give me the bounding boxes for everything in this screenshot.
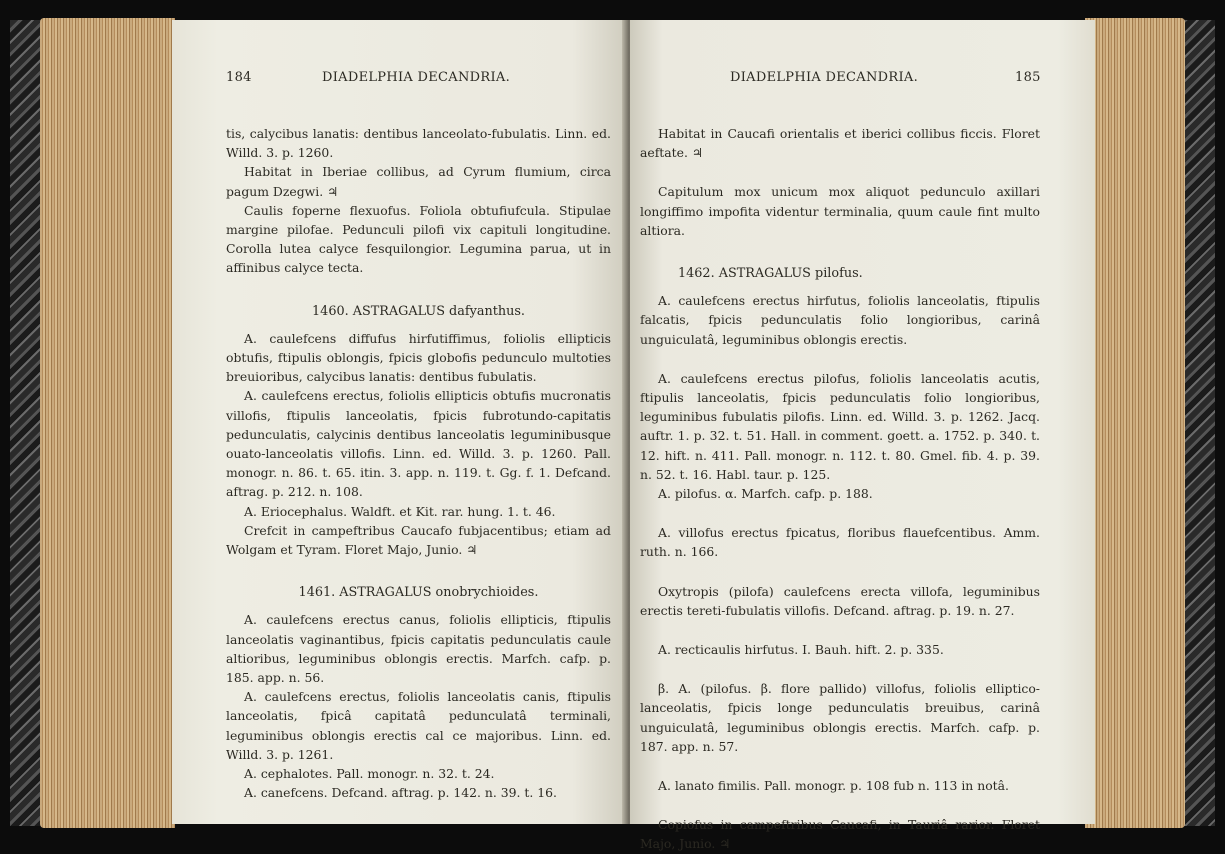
paragraph: A. caulefcens erectus canus, foliolis ellipticis, ftipulis lanceolatis vaginantibus, fpicis capitatis pedunculatis caule altioribus, leguminibus oblongis erectis. Marfch. cafp. p. 185. app. n. 56.	[226, 612, 611, 686]
right-page-number: 185	[1015, 70, 1041, 85]
paragraph: A. caulefcens diffufus hirfutiffimus, foliolis ellipticis obtufis, ftipulis oblongis, fpicis globofis pedunculo multoties breuioribus, calycibus lanatis: dentibus fubulatis.	[226, 330, 611, 385]
paragraph: A. caulefcens erectus pilofus, foliolis lanceolatis acutis, ftipulis lanceolatis, fpicis pedunculatis folio longioribus, leguminibus fubulatis pilofis. Linn. ed. Willd. 3. p. 1262. Jacq. auftr. 1. p. 32. t. 51. Hall. in comment. goett. a. 1752. p. 340. t. 12. hift. n. 411. Pall. monogr. n. 112. t. 80. Gmel. fib. 4. p. 39. n. 52. t. 16. Habl. taur. p. 125.	[640, 370, 1040, 482]
description-paragraph: Caulis foperne flexuofus. Foliola obtufiufcula. Stipulae margine pilofae. Pedunculi pilofi vix capituli longitudine. Corolla lutea calyce fesquilongior. Legumina parua, ut in affinibus calyce tecta.	[226, 202, 611, 276]
description-paragraph: Capitulum mox unicum mox aliquot pedunculo axillari longiffimo impofita videntur terminalia, quum caule fint multo altiora.	[640, 184, 1040, 238]
left-page	[172, 20, 627, 824]
left-page-text	[226, 124, 611, 803]
left-running-head: DIADELPHIA DECANDRIA.	[322, 70, 511, 85]
left-page-number: 184	[226, 70, 252, 85]
species-heading: 1461. ASTRAGALUS onobrychioides.	[298, 585, 539, 601]
paragraph: A. lanato fimilis. Pall. monogr. p. 108 fub n. 113 in notâ.	[658, 778, 1009, 794]
paragraph: tis, calycibus lanatis: dentibus lanceolato-fubulatis. Linn. ed. Willd. 3. p. 1260.	[226, 126, 611, 161]
paragraph: A. Eriocephalus. Waldft. et Kit. rar. hung. 1. t. 46.	[244, 503, 556, 519]
paragraph: A. caulefcens erectus, foliolis lanceolatis canis, ftipulis lanceolatis, fpicâ capitatâ pedunculatâ terminali, leguminibus oblongis erectis cal ce majoribus. Linn. ed. Willd. 3. p. 1261.	[226, 689, 611, 762]
paragraph: Oxytropis (pilofa) caulefcens erecta villofa, leguminibus erectis tereti-fubulatis villofis. Defcand. aftrag. p. 19. n. 27.	[640, 583, 1040, 618]
paragraph: A. villofus erectus fpicatus, floribus flauefcentibus. Amm. ruth. n. 166.	[640, 525, 1040, 560]
paragraph: A. pilofus. α. Marfch. cafp. p. 188.	[658, 486, 873, 502]
paragraph: β. A. (pilofus. β. flore pallido) villofus, foliolis elliptico-lanceolatis, fpicis longe pedunculatis breuibus, carinâ unguiculatâ, leguminibus oblongis erectis. Marfch. cafp. p. 187. app. n. 57.	[640, 681, 1040, 754]
right-page	[630, 20, 1095, 852]
habitat-paragraph: Habitat in Caucafi orientalis et iberici collibus ficcis. Floret aeftate. ♃	[640, 126, 1040, 161]
habitat-paragraph: Copiofus in campeftribus Caucafi, in Tauriâ rarior. Floret Majo, Junio. ♃	[640, 817, 1040, 852]
right-page-block-edge	[1085, 18, 1185, 828]
species-heading: 1460. ASTRAGALUS dafyanthus.	[312, 303, 525, 319]
left-page-block-edge	[40, 18, 175, 828]
habitat-paragraph: Crefcit in campeftribus Caucafo fubjacentibus; etiam ad Wolgam et Tyram. Floret Majo, Junio. ♃	[226, 522, 611, 558]
right-page-text	[640, 124, 1040, 854]
paragraph: A. caulefcens erectus hirfutus, foliolis lanceolatis, ftipulis falcatis, fpicis pedunculatis folio longioribus, carinâ unguiculatâ, leguminibus oblongis erectis.	[640, 293, 1040, 347]
habitat-paragraph: Habitat in Iberiae collibus, ad Cyrum flumium, circa pagum Dzegwi. ♃	[226, 164, 611, 199]
species-heading: 1462. ASTRAGALUS pilofus.	[678, 266, 863, 282]
paragraph: A. recticaulis hirfutus. I. Bauh. hift. 2. p. 335.	[658, 642, 944, 658]
right-running-head: DIADELPHIA DECANDRIA.	[730, 70, 919, 85]
paragraph: A. cephalotes. Pall. monogr. n. 32. t. 24.	[244, 766, 495, 782]
paragraph: A. caulefcens erectus, foliolis ellipticis obtufis mucronatis villofis, ftipulis lanceolatis, fpicis fubrotundo-capitatis pedunculatis, calycinis dentibus lanceolatis leguminibusque ouato-lanceolatis villofis. Linn. ed. Willd. 3. p. 1260. Pall. monogr. n. 86. t. 65. itin. 3. app. n. 119. t. Gg. f. 1. Defcand. aftrag. p. 212. n. 108.	[226, 388, 611, 500]
paragraph: A. canefcens. Defcand. aftrag. p. 142. n. 39. t. 16.	[244, 785, 557, 801]
